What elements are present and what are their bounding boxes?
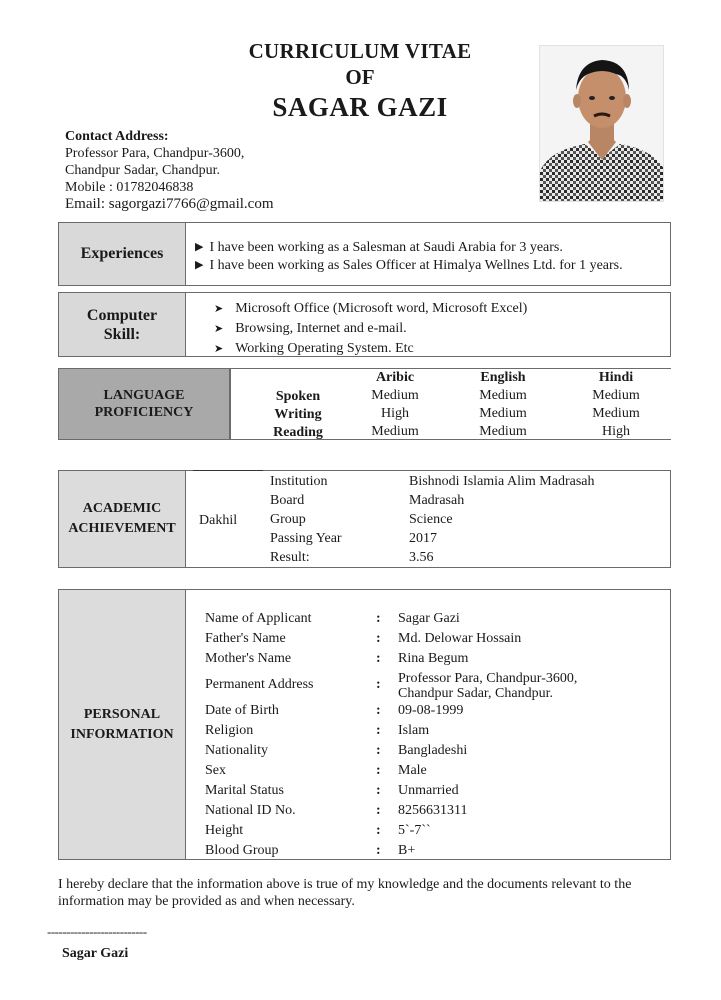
separator: : bbox=[376, 631, 381, 646]
language-row-labels bbox=[258, 388, 338, 442]
personal-label-line-2: INFORMATION bbox=[70, 726, 174, 742]
title-line-1: CURRICULUM VITAE bbox=[248, 39, 472, 63]
row-label-spoken: Spoken bbox=[275, 389, 321, 404]
field-value: Islam bbox=[398, 723, 430, 738]
field-value: 8256631311 bbox=[398, 803, 468, 818]
profile-photo bbox=[539, 45, 664, 202]
separator: : bbox=[376, 611, 381, 626]
table-cell: Medium bbox=[592, 388, 640, 403]
language-label-line-2: PROFICIENCY bbox=[94, 405, 194, 420]
field-label: National ID No. bbox=[205, 803, 296, 818]
field-label: Permanent Address bbox=[205, 677, 314, 692]
field-value: Male bbox=[398, 763, 427, 778]
divider bbox=[230, 369, 231, 439]
row-label-writing: Writing bbox=[274, 407, 322, 422]
cv-title bbox=[200, 38, 520, 124]
language-label bbox=[59, 369, 230, 439]
field-value: Madrasah bbox=[409, 493, 465, 508]
column-header: English bbox=[480, 370, 526, 385]
address-line-1: Professor Para, Chandpur-3600, bbox=[65, 146, 245, 161]
separator: : bbox=[376, 783, 381, 798]
field-label: Group bbox=[270, 512, 306, 527]
field-value: Chandpur Sadar, Chandpur. bbox=[398, 686, 553, 701]
field-label: Board bbox=[270, 493, 305, 508]
applicant-name-heading: SAGAR GAZI bbox=[272, 92, 448, 122]
row-label-reading: Reading bbox=[273, 425, 323, 440]
field-value: Bangladeshi bbox=[398, 743, 468, 758]
computer-label-line-2: Skill: bbox=[103, 325, 141, 343]
language-column-aribic bbox=[347, 369, 443, 441]
academic-label-line-1: ACADEMIC bbox=[82, 501, 162, 516]
field-value: Rina Begum bbox=[398, 651, 469, 666]
contact-address bbox=[65, 128, 274, 213]
exam-name: Dakhil bbox=[199, 513, 238, 528]
mobile-number: Mobile : 01782046838 bbox=[65, 180, 194, 195]
declaration-text: I hereby declare that the information above is true of my knowledge and the documents relevant to the information may be provided as and when necessary. bbox=[58, 877, 632, 909]
field-label: Passing Year bbox=[270, 531, 342, 546]
personal-info-label bbox=[59, 590, 186, 859]
field-label: Nationality bbox=[205, 743, 268, 758]
list-item: ➤ Microsoft Office (Microsoft word, Microsoft Excel) bbox=[214, 299, 527, 319]
field-value: Bishnodi Islamia Alim Madrasah bbox=[409, 474, 595, 489]
signature-name: Sagar Gazi bbox=[62, 946, 129, 961]
list-item: ➤ Working Operating System. Etc bbox=[214, 339, 527, 359]
field-label: Sex bbox=[205, 763, 226, 778]
list-item: ▶ I have been working as a Salesman at Saudi Arabia for 3 years. bbox=[195, 239, 623, 257]
list-item: ➤ Browsing, Internet and e-mail. bbox=[214, 319, 527, 339]
computer-skill-section bbox=[58, 292, 671, 357]
address-line-2: Chandpur Sadar, Chandpur. bbox=[65, 163, 220, 178]
signature-line: -------------------------- bbox=[47, 924, 147, 939]
language-column-hindi bbox=[566, 369, 666, 441]
list-item: ▶ I have been working as Sales Officer at Himalya Wellnes Ltd. for 1 years. bbox=[195, 257, 623, 275]
table-cell: Medium bbox=[592, 406, 640, 421]
personal-info-section bbox=[58, 589, 671, 860]
title-line-2: OF bbox=[345, 65, 375, 89]
field-value: Professor Para, Chandpur-3600, bbox=[398, 671, 578, 686]
separator: : bbox=[376, 677, 381, 692]
table-cell: Medium bbox=[371, 388, 419, 403]
field-value: 5`-7`` bbox=[398, 823, 431, 838]
separator: : bbox=[376, 743, 381, 758]
table-cell: Medium bbox=[371, 424, 419, 439]
separator: : bbox=[376, 651, 381, 666]
experiences-list bbox=[195, 239, 623, 275]
field-label: Blood Group bbox=[205, 843, 279, 858]
divider bbox=[193, 470, 263, 471]
field-value: 09-08-1999 bbox=[398, 703, 464, 718]
info-row bbox=[205, 670, 665, 704]
language-section bbox=[58, 368, 671, 440]
field-value: 2017 bbox=[409, 531, 437, 546]
field-label: Height bbox=[205, 823, 244, 838]
email-address: Email: sagorgazi7766@gmail.com bbox=[65, 196, 274, 212]
academic-label-line-2: ACHIEVEMENT bbox=[68, 521, 176, 536]
field-label: Date of Birth bbox=[205, 703, 279, 718]
separator: : bbox=[376, 803, 381, 818]
separator: : bbox=[376, 703, 381, 718]
table-cell: High bbox=[602, 424, 630, 439]
language-label-line-1: LANGUAGE bbox=[103, 388, 185, 403]
separator: : bbox=[376, 843, 381, 858]
field-value: B+ bbox=[398, 843, 416, 858]
separator: : bbox=[376, 763, 381, 778]
academic-section bbox=[58, 470, 671, 568]
table-cell: Medium bbox=[479, 388, 527, 403]
field-label: Father's Name bbox=[205, 631, 286, 646]
language-column-english bbox=[453, 369, 553, 441]
field-label: Institution bbox=[270, 474, 328, 489]
computer-skill-list bbox=[214, 299, 527, 359]
experiences-label: Experiences bbox=[59, 223, 186, 285]
computer-skill-label bbox=[59, 293, 186, 356]
computer-label-line-1: Computer bbox=[86, 306, 158, 324]
column-header: Hindi bbox=[598, 370, 634, 385]
field-value: Sagar Gazi bbox=[398, 611, 460, 626]
field-label: Name of Applicant bbox=[205, 611, 312, 626]
field-value: Unmarried bbox=[398, 783, 459, 798]
academic-label bbox=[59, 471, 186, 567]
table-cell: Medium bbox=[479, 406, 527, 421]
field-label: Mother's Name bbox=[205, 651, 292, 666]
table-cell: High bbox=[381, 406, 409, 421]
contact-label: Contact Address: bbox=[65, 129, 169, 144]
column-header: Aribic bbox=[375, 370, 415, 385]
table-cell: Medium bbox=[479, 424, 527, 439]
field-value: 3.56 bbox=[409, 550, 434, 565]
separator: : bbox=[376, 823, 381, 838]
field-label: Marital Status bbox=[205, 783, 284, 798]
field-label: Result: bbox=[270, 550, 310, 565]
personal-label-line-1: PERSONAL bbox=[83, 706, 161, 722]
field-value: Science bbox=[409, 512, 453, 527]
field-label: Religion bbox=[205, 723, 254, 738]
experiences-section bbox=[58, 222, 671, 286]
separator: : bbox=[376, 723, 381, 738]
field-value: Md. Delowar Hossain bbox=[398, 631, 522, 646]
